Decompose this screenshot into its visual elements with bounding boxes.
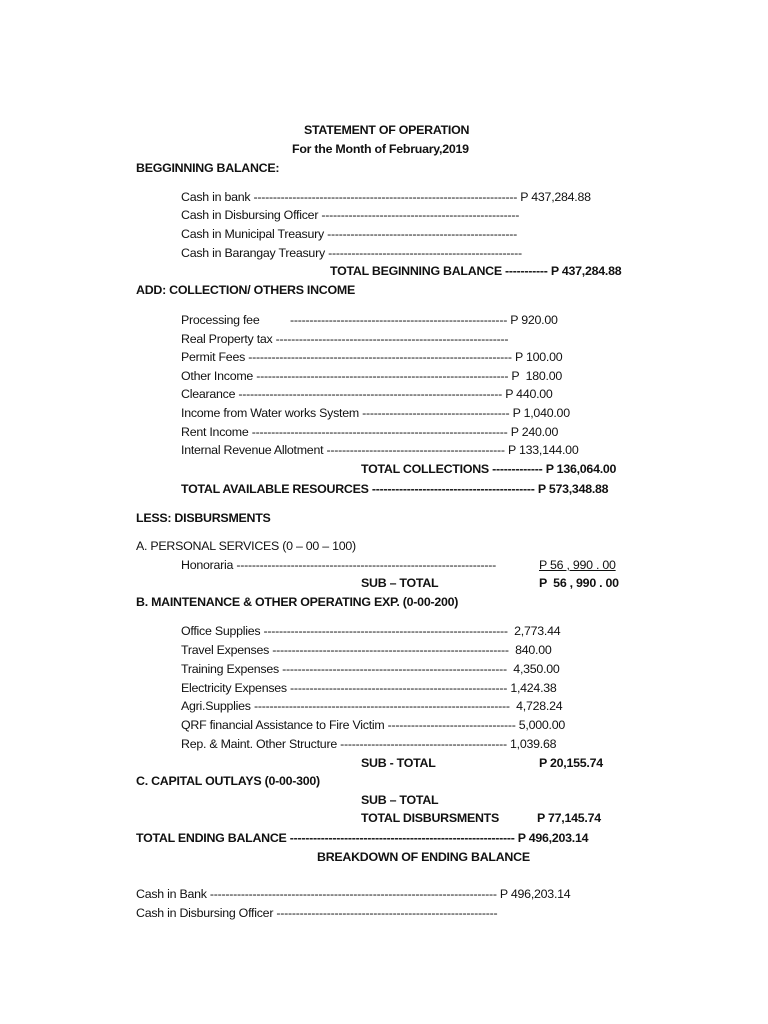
collection-item-processing-fee-leader: -------------------------------------------------------- P 920.00 <box>290 313 558 327</box>
mooe-item-electricity-expenses: Electricity Expenses -------------------------------------------------------- 1,424.38 <box>181 681 557 695</box>
capital-subtotal-label: SUB – TOTAL <box>361 793 439 807</box>
total-available-resources: TOTAL AVAILABLE RESOURCES ------------------------------------------ P 573,348.88 <box>181 482 609 496</box>
mooe-item-travel-expenses: Travel Expenses ------------------------------------------------------------- 840.00 <box>181 643 552 657</box>
personal-subtotal-label: SUB – TOTAL <box>361 576 439 590</box>
mooe-item-agri-supplies: Agri.Supplies ------------------------------------------------------------------ 4,728.24 <box>181 699 563 713</box>
beginning-item-municipal-treasury: Cash in Municipal Treasury ------------------------------------------------- <box>181 227 518 241</box>
personal-services-heading: A. PERSONAL SERVICES (0 – 00 – 100) <box>136 539 356 553</box>
total-collections: TOTAL COLLECTIONS ------------- P 136,064.00 <box>361 462 617 476</box>
total-disbursements-amount: P 77,145.74 <box>537 811 601 825</box>
beginning-balance-heading: BEGGINNING BALANCE: <box>136 161 280 175</box>
beginning-item-cash-in-bank: Cash in bank -------------------------------------------------------------------- P 437,284.88 <box>181 190 591 204</box>
breakdown-heading: BREAKDOWN OF ENDING BALANCE <box>317 850 530 864</box>
total-disbursements-label: TOTAL DISBURSMENTS <box>361 811 499 825</box>
mooe-item-rep-maint: Rep. & Maint. Other Structure ------------------------------------------- 1,039.68 <box>181 737 557 751</box>
breakdown-disbursing-officer: Cash in Disbursing Officer --------------------------------------------------------- <box>136 906 498 920</box>
collection-item-water-works: Income from Water works System -------------------------------------- P 1,040.00 <box>181 406 570 420</box>
collection-item-other-income: Other Income ----------------------------------------------------------------- P 180.00 <box>181 369 562 383</box>
mooe-subtotal-amount: P 20,155.74 <box>539 756 603 770</box>
honoraria-amount: P 56 , 990 . 00 <box>539 558 616 572</box>
total-beginning-balance: TOTAL BEGINNING BALANCE ----------- P 437,284.88 <box>330 264 622 278</box>
page-title: STATEMENT OF OPERATION <box>304 123 470 137</box>
breakdown-cash-in-bank: Cash in Bank -------------------------------------------------------------------------- P 496,203.14 <box>136 887 571 901</box>
collection-item-permit-fees: Permit Fees -------------------------------------------------------------------- P 100.00 <box>181 350 563 364</box>
collection-item-processing-fee-label: Processing fee <box>181 313 260 327</box>
beginning-item-disbursing-officer: Cash in Disbursing Officer --------------------------------------------------- <box>181 208 520 222</box>
mooe-item-qrf-assistance: QRF financial Assistance to Fire Victim --------------------------------- 5,000.00 <box>181 718 566 732</box>
collection-item-real-property-tax: Real Property tax ------------------------------------------------------------ <box>181 332 509 346</box>
collection-item-clearance: Clearance -------------------------------------------------------------------- P 440.00 <box>181 387 553 401</box>
capital-outlays-heading: C. CAPITAL OUTLAYS (0-00-300) <box>136 774 320 788</box>
page-subtitle: For the Month of February,2019 <box>292 142 469 156</box>
honoraria-line: Honoraria ------------------------------------------------------------------- <box>181 558 497 572</box>
collection-item-ira: Internal Revenue Allotment ---------------------------------------------- P 133,144.00 <box>181 443 579 457</box>
mooe-item-training-expenses: Training Expenses ---------------------------------------------------------- 4,350.00 <box>181 662 560 676</box>
collection-item-rent-income: Rent Income ------------------------------------------------------------------ P 240.00 <box>181 425 559 439</box>
beginning-item-barangay-treasury: Cash in Barangay Treasury -------------------------------------------------- <box>181 246 522 260</box>
mooe-item-office-supplies: Office Supplies --------------------------------------------------------------- 2,773.44 <box>181 624 561 638</box>
mooe-heading: B. MAINTENANCE & OTHER OPERATING EXP. (0-00-200) <box>136 595 459 609</box>
mooe-subtotal-label: SUB - TOTAL <box>361 756 436 770</box>
disbursements-heading: LESS: DISBURSMENTS <box>136 511 271 525</box>
total-ending-balance: TOTAL ENDING BALANCE ---------------------------------------------------------- P 496,203.14 <box>136 831 589 845</box>
personal-subtotal-amount: P 56 , 990 . 00 <box>539 576 619 590</box>
collection-heading: ADD: COLLECTION/ OTHERS INCOME <box>136 283 355 297</box>
